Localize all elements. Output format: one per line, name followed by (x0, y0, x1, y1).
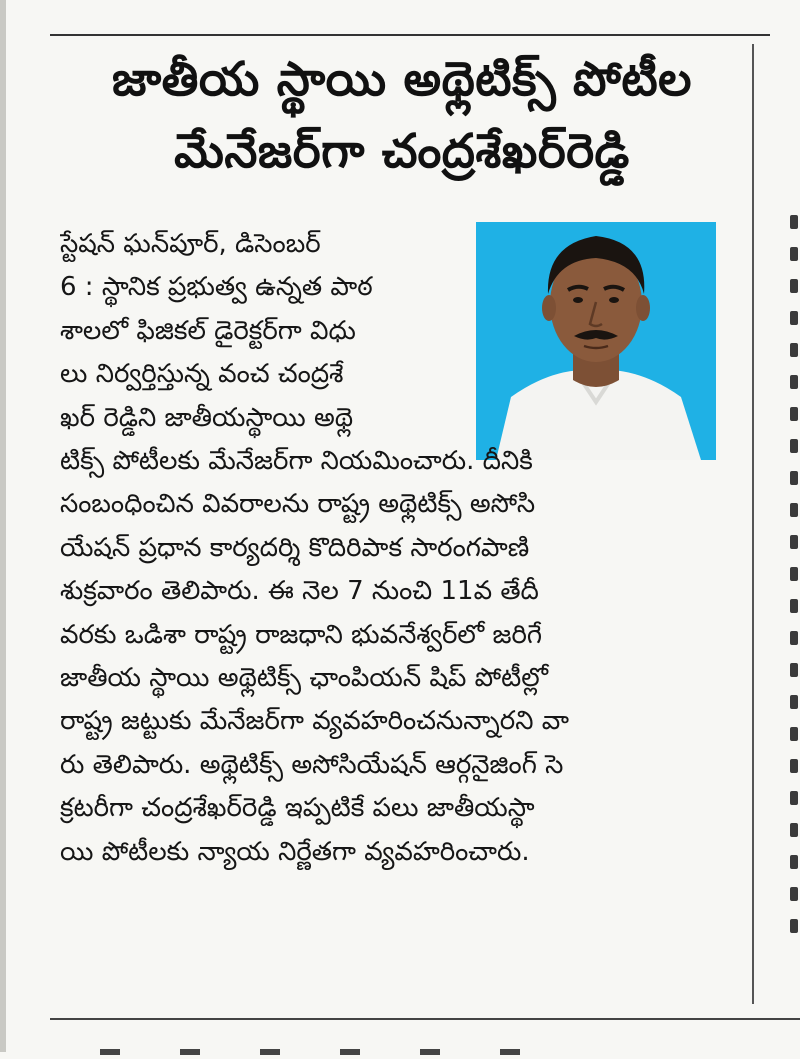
body-line: శుక్రవారం తెలిపారు. ఈ నెల 7 నుంచి 11వ తేదీ (60, 576, 539, 607)
body-line: 6 : స్థానిక ప్రభుత్వ ఉన్నత పాఠ (60, 272, 373, 303)
body-line: యి పోటీలకు న్యాయ నిర్ణేతగా వ్యవహరించారు. (60, 836, 530, 867)
bottom-divider (50, 1018, 800, 1020)
body-line: లు నిర్వర్తిస్తున్న వంచ చంద్రశే (60, 359, 344, 390)
top-divider (50, 34, 770, 36)
next-article-fragment (100, 1040, 700, 1052)
headline-line-2: మేనేజర్‌గా చంద్రశేఖర్‌రెడ్డి (174, 124, 630, 179)
headline-line-1: జాతీయ స్థాయి అథ్లెటిక్స్ పోటీల (112, 52, 692, 107)
article-body (60, 223, 720, 874)
body-line: టిక్స్ పోటీలకు మేనేజర్‌గా నియమించారు. దీనికి (60, 446, 533, 477)
body-line: యేషన్ ప్రధాన కార్యదర్శి కొదిరిపాక సారంగపాణి (60, 532, 530, 563)
page-left-edge (0, 0, 6, 1052)
body-line: స్టేషన్ ఘన్‌పూర్, డిసెంబర్ (60, 229, 321, 259)
column-divider (752, 44, 754, 1004)
body-line: క్రటరీగా చంద్రశేఖర్‌రెడ్డి ఇప్పటికే పలు జాతీయస్థా (60, 793, 535, 824)
body-line: సంబంధించిన వివరాలను రాష్ట్ర అథ్లెటిక్స్ అసోసి (60, 489, 536, 520)
body-line: రాష్ట్ర జట్టుకు మేనేజర్‌గా వ్యవహరించనున్నారని వా (60, 706, 569, 737)
body-line: వరకు ఒడిశా రాష్ట్ర రాజధాని భువనేశ్వర్‌లో జరిగే (60, 619, 543, 650)
body-line: శాలలో ఫిజికల్ డైరెక్టర్‌గా విధు (60, 315, 356, 346)
body-line: రు తెలిపారు. అథ్లెటిక్స్ అసోసియేషన్ ఆర్గనైజింగ్ సె (60, 749, 564, 780)
body-line: ఖర్ రెడ్డిని జాతీయస్థాయి అథ్లె (60, 402, 354, 433)
article-headline (62, 44, 742, 188)
body-line: జాతీయ స్థాయి అథ్లెటిక్స్ ఛాంపియన్ షిప్ పోటీల్లో (60, 663, 548, 694)
adjacent-column-fragment (790, 215, 800, 995)
